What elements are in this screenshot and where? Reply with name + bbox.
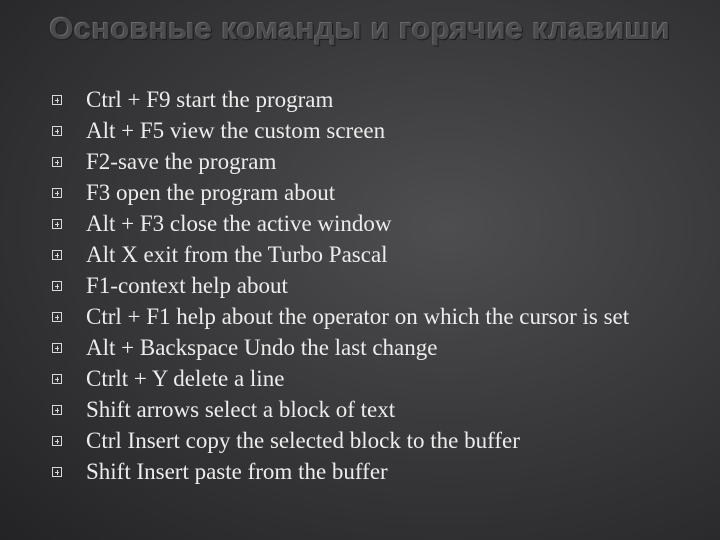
list-item-text: F1-context help about: [86, 273, 288, 298]
boxed-plus-icon: [52, 250, 62, 260]
list-item: [52, 119, 692, 150]
boxed-plus-icon: [52, 343, 62, 353]
list-item: [52, 305, 692, 336]
boxed-plus-icon: [52, 95, 62, 105]
boxed-plus-icon: [52, 405, 62, 415]
boxed-plus-icon: [52, 467, 62, 477]
boxed-plus-icon: [52, 374, 62, 384]
list-item-text: Ctrl Insert copy the selected block to the buffer: [86, 428, 520, 453]
bullet-list: [52, 88, 692, 491]
list-item-text: Shift Insert paste from the buffer: [86, 459, 388, 484]
list-item-text: Alt + F5 view the custom screen: [86, 118, 386, 143]
list-item-text: F3 open the program about: [86, 180, 336, 205]
list-item: [52, 181, 692, 212]
list-item: [52, 336, 692, 367]
boxed-plus-icon: [52, 188, 62, 198]
list-item-text: Ctrl + F1 help about the operator on which the cursor is set: [86, 304, 630, 329]
list-item-text: Alt X exit from the Turbo Pascal: [86, 242, 388, 267]
boxed-plus-icon: [52, 126, 62, 136]
list-item-text: Ctrl + F9 start the program: [86, 87, 334, 112]
list-item: [52, 274, 692, 305]
list-item-text: Alt + F3 close the active window: [86, 211, 392, 236]
list-item-text: Alt + Backspace Undo the last change: [86, 335, 438, 360]
slide-title: Основные команды и горячие клавиши: [49, 11, 671, 46]
list-item: [52, 429, 692, 460]
boxed-plus-icon: [52, 157, 62, 167]
list-item-text: Ctrlt + Y delete a line: [86, 366, 285, 391]
boxed-plus-icon: [52, 312, 62, 322]
list-item: [52, 460, 692, 491]
list-item: [52, 88, 692, 119]
list-item: [52, 243, 692, 274]
boxed-plus-icon: [52, 219, 62, 229]
list-item: [52, 150, 692, 181]
list-item: [52, 212, 692, 243]
list-item-text: F2-save the program: [86, 149, 277, 174]
boxed-plus-icon: [52, 281, 62, 291]
list-item-text: Shift arrows select a block of text: [86, 397, 396, 422]
boxed-plus-icon: [52, 436, 62, 446]
list-item: [52, 367, 692, 398]
list-item: [52, 398, 692, 429]
